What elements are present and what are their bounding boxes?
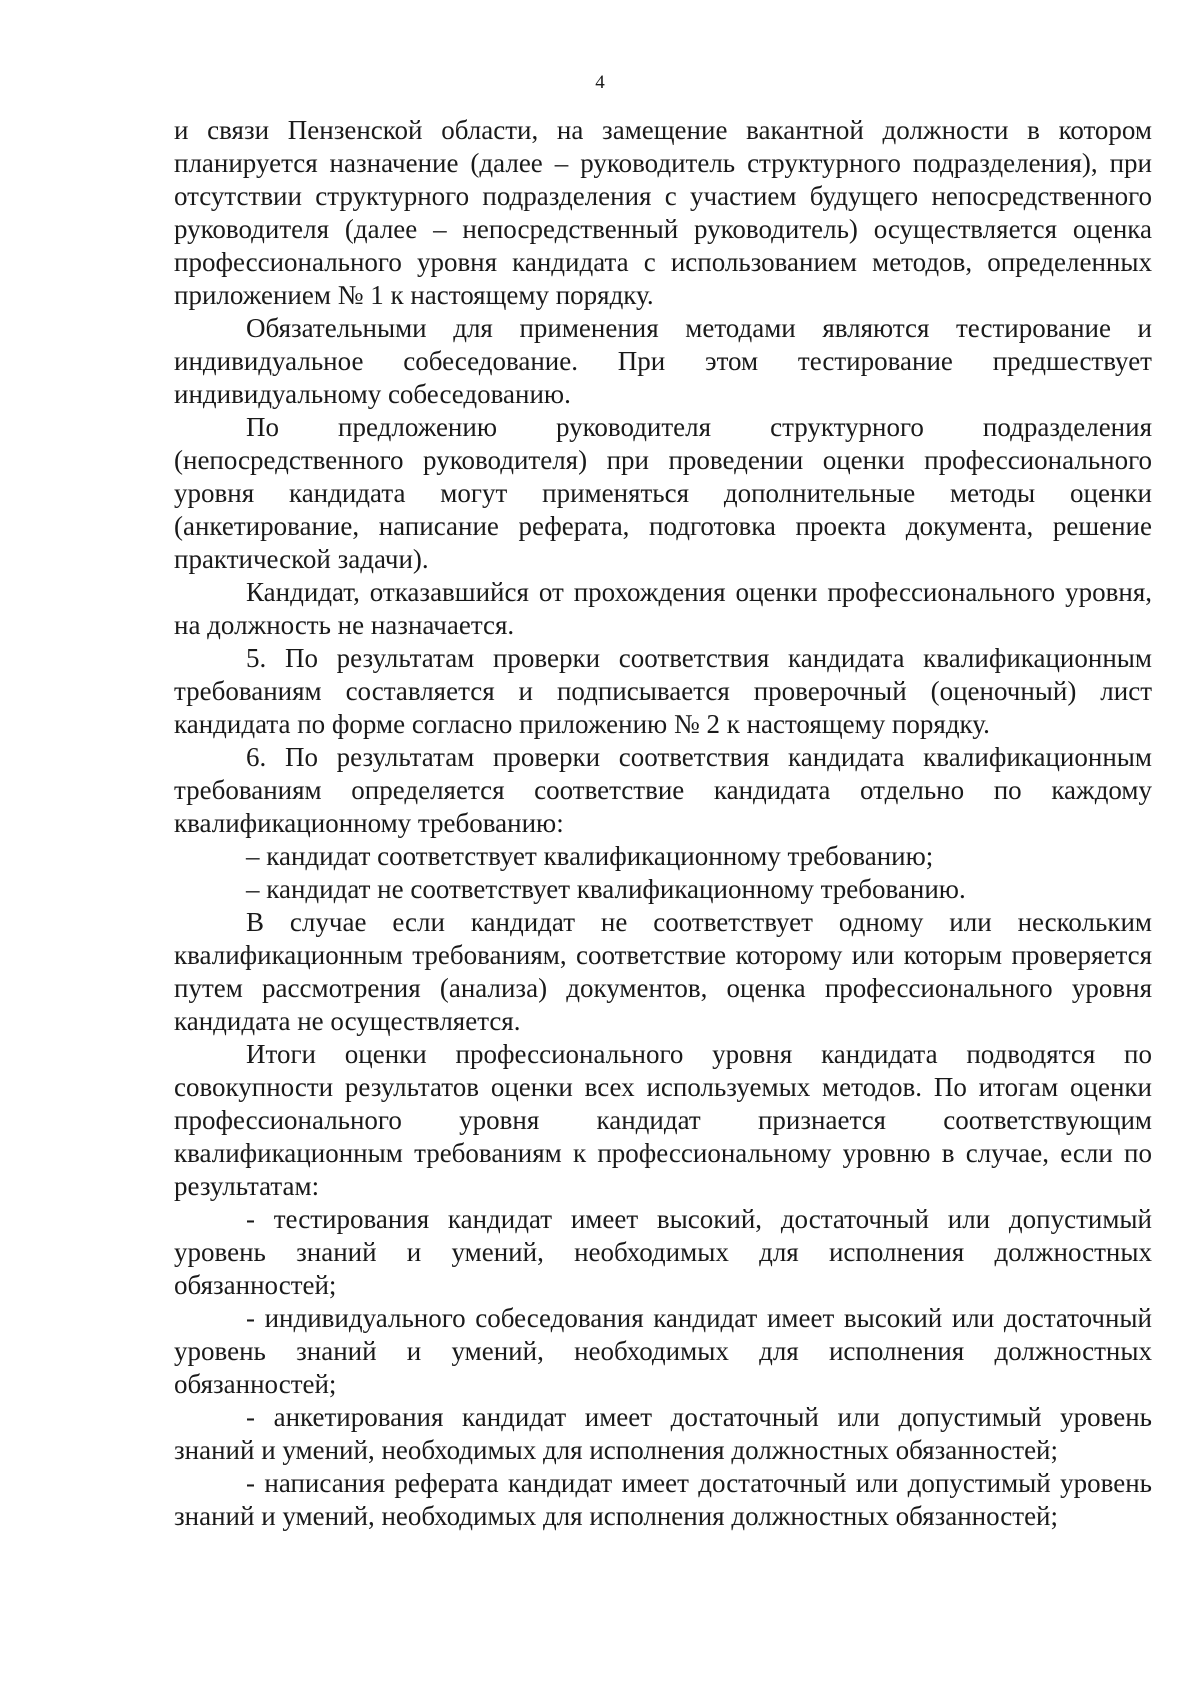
paragraph-mandatory-methods: Обязательными для применения методами являются тестирование и индивидуальное собеседование. При этом тестирование предшествует индивидуальному собеседованию.	[174, 313, 1152, 409]
page-number: 4	[595, 72, 605, 93]
list-item-questionnaire: - анкетирования кандидат имеет достаточный или допустимый уровень знаний и умений, необходимых для исполнения должностных обязанностей;	[174, 1402, 1152, 1465]
paragraph-item-6: 6. По результатам проверки соответствия кандидата квалификационным требованиям определяется соответствие кандидата отдельно по каждому квалификационному требованию:	[174, 742, 1152, 838]
paragraph-assessment-results: Итоги оценки профессионального уровня кандидата подводятся по совокупности результатов оценки всех используемых методов. По итогам оценки профессионального уровня кандидат признается соответствующим квалификационным требованиям к профессиональному уровню в случае, если по результатам:	[174, 1039, 1152, 1201]
list-item-not-compliant: – кандидат не соответствует квалификационному требованию.	[246, 874, 966, 904]
paragraph-additional-methods: По предложению руководителя структурного подразделения (непосредственного руководителя) при проведении оценки профессионального уровня кандидата могут применяться дополнительные методы оценки (анкетирование, написание реферата, подготовка проекта документа, решение практической задачи).	[174, 412, 1152, 574]
paragraph-item-5: 5. По результатам проверки соответствия кандидата квалификационным требованиям составляется и подписывается проверочный (оценочный) лист кандидата по форме согласно приложению № 2 к настоящему порядку.	[174, 643, 1152, 739]
paragraph-noncompliance-case: В случае если кандидат не соответствует одному или нескольким квалификационным требованиям, соответствие которому или которым проверяется путем рассмотрения (анализа) документов, оценка профессионального уровня кандидата не осуществляется.	[174, 907, 1152, 1036]
paragraph-continuation: и связи Пензенской области, на замещение вакантной должности в котором планируется назначение (далее – руководитель структурного подразделения), при отсутствии структурного подразделения с участием будущего непосредственного руководителя (далее – непосредственный руководитель) осуществляется оценка профессионального уровня кандидата с использованием методов, определенных приложением № 1 к настоящему порядку.	[174, 115, 1152, 310]
list-item-interview: - индивидуального собеседования кандидат имеет высокий или достаточный уровень знаний и умений, необходимых для исполнения должностных обязанностей;	[174, 1303, 1152, 1399]
document-body	[174, 114, 1152, 1533]
list-item-compliant: – кандидат соответствует квалификационному требованию;	[246, 841, 934, 871]
paragraph-refusal: Кандидат, отказавшийся от прохождения оценки профессионального уровня, на должность не назначается.	[174, 577, 1152, 640]
list-item-testing: - тестирования кандидат имеет высокий, достаточный или допустимый уровень знаний и умений, необходимых для исполнения должностных обязанностей;	[174, 1204, 1152, 1300]
list-item-essay: - написания реферата кандидат имеет достаточный или допустимый уровень знаний и умений, необходимых для исполнения должностных обязанностей;	[174, 1468, 1152, 1531]
